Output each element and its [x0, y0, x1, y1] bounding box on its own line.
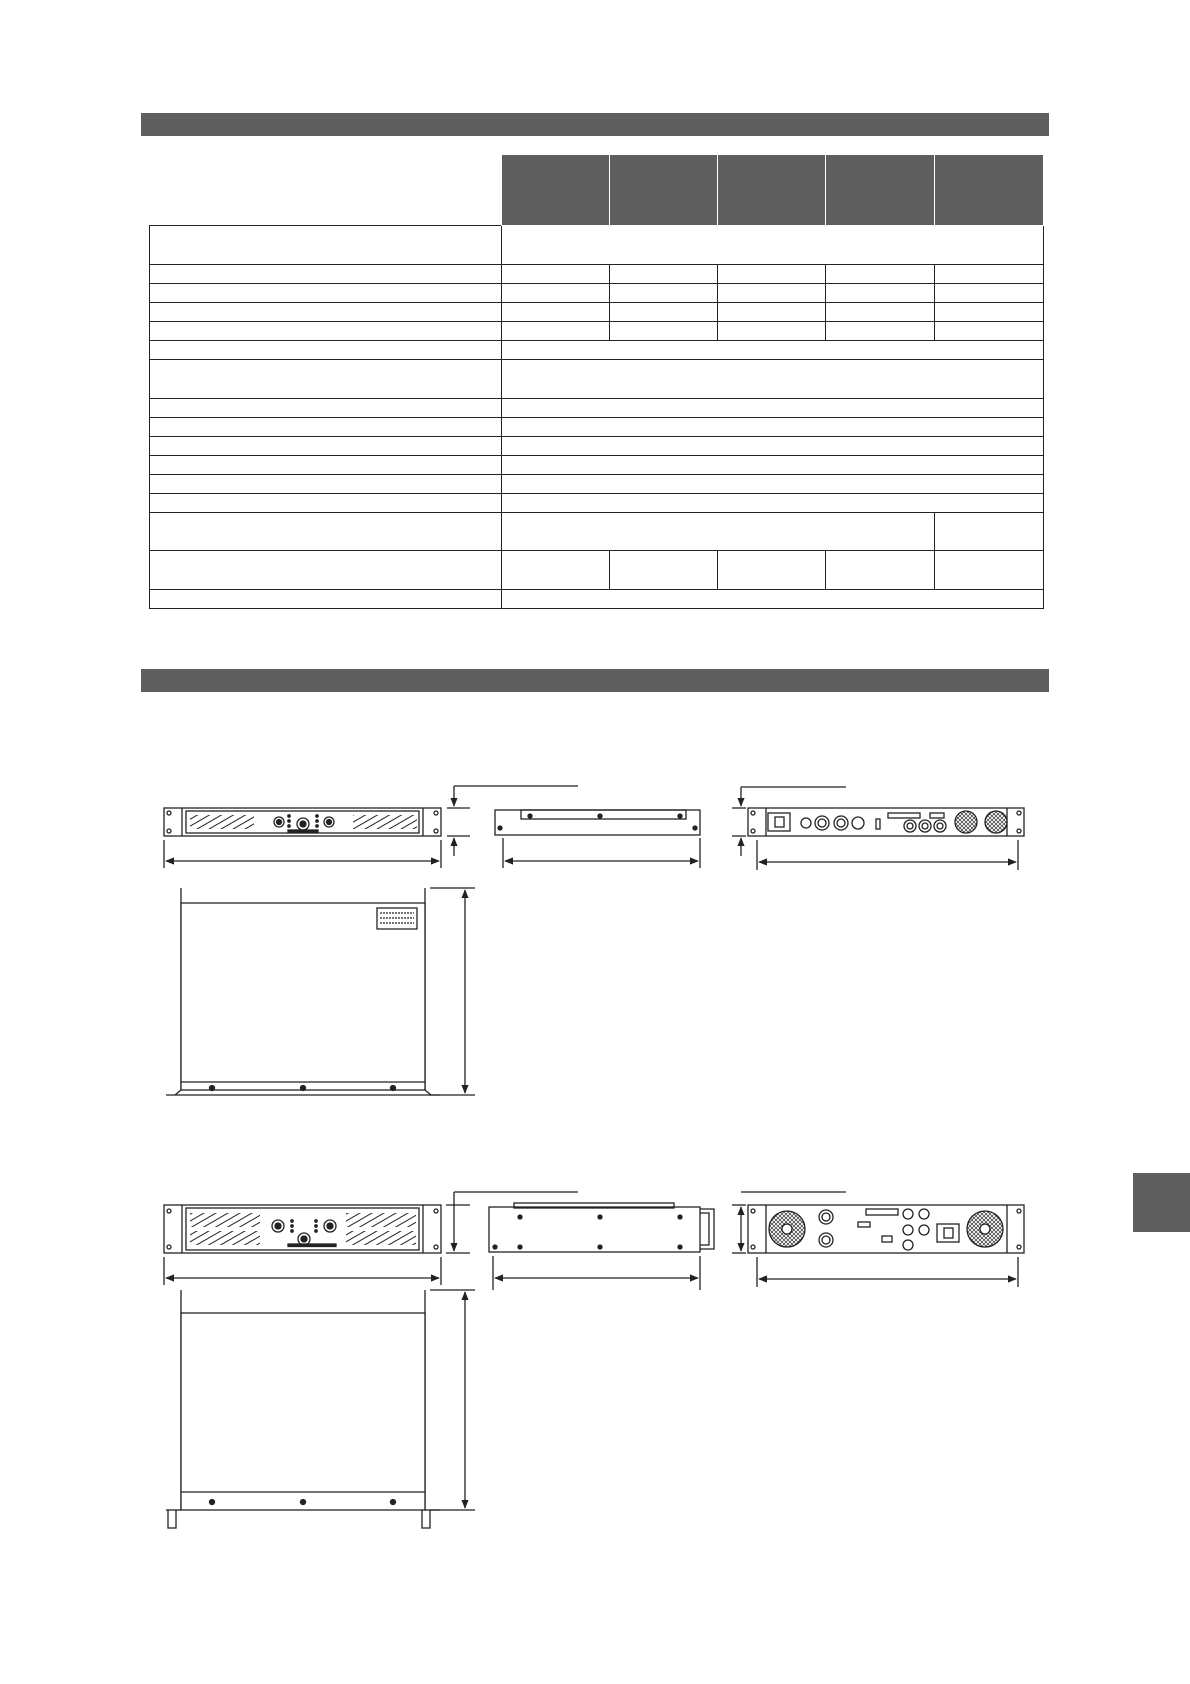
front-width-dimension-2u [164, 1257, 441, 1285]
rear-width-dimension-1u [757, 840, 1018, 870]
top-depth-dimension-1u [430, 888, 475, 1095]
front-width-dimension-1u [164, 840, 441, 868]
front-view-2u [164, 1205, 441, 1253]
side-depth-dimension-2u [493, 1256, 700, 1290]
side-depth-dimension-1u [503, 838, 700, 868]
rear-view-1u [748, 808, 1024, 836]
rear-width-dimension-2u [757, 1257, 1018, 1287]
top-depth-dimension-2u [430, 1290, 475, 1510]
top-view-1u [166, 888, 440, 1095]
top-view-2u [166, 1290, 440, 1528]
rear-view-2u [748, 1205, 1024, 1253]
side-view-2u [489, 1203, 714, 1252]
side-view-1u [495, 810, 700, 835]
front-view-1u [164, 808, 441, 836]
